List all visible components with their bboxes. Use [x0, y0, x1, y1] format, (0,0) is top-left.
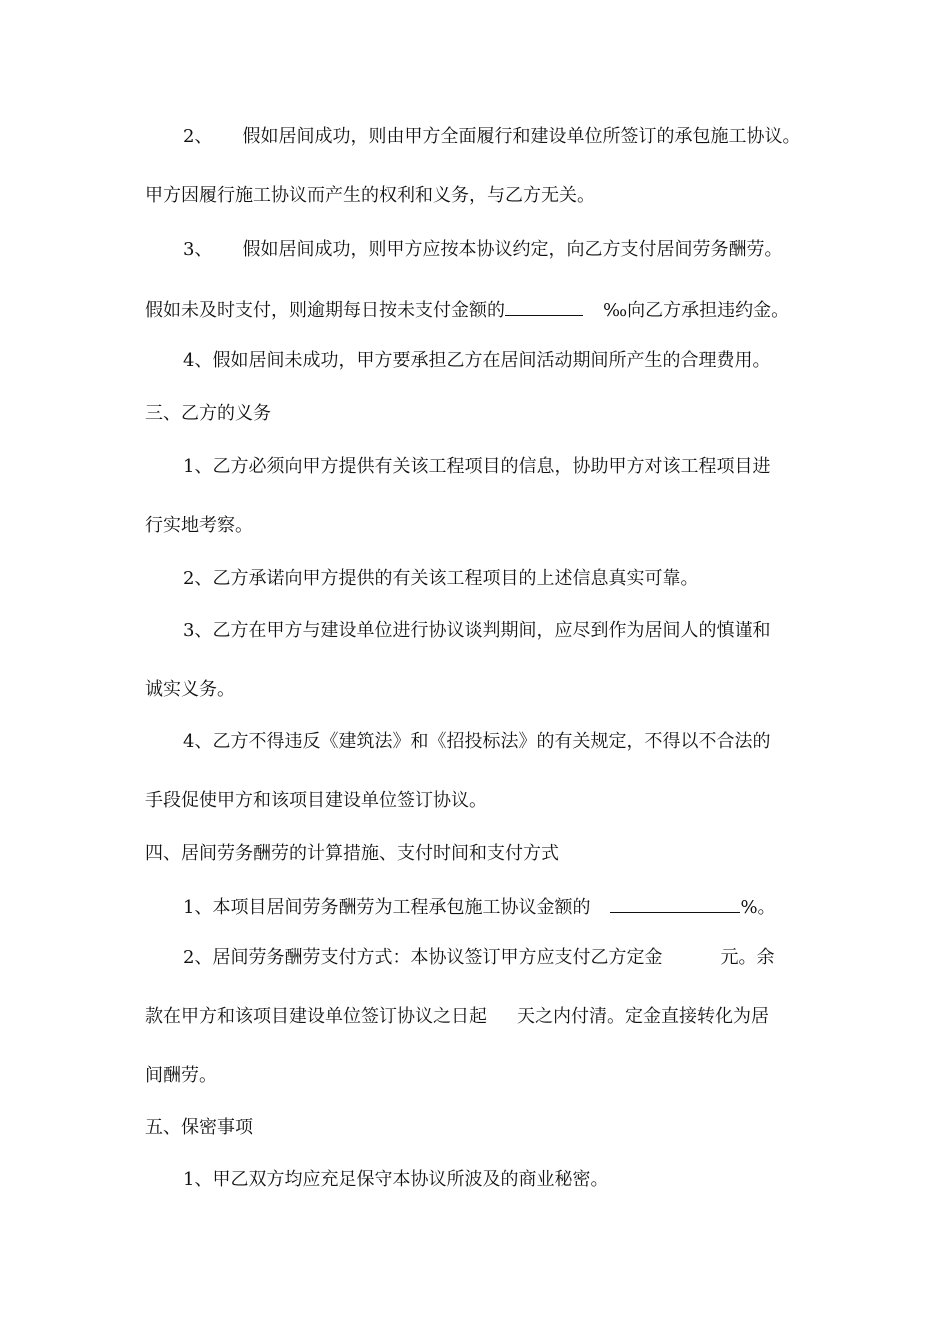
paragraph-line: 甲方因履行施工协议而产生的权利和义务，与乙方无关。	[145, 185, 595, 206]
paragraph-line: 假如未及时支付，则逾期每日按未支付金额的 ‰向乙方承担违约金。	[145, 297, 815, 323]
section-heading: 五、保密事项	[145, 1117, 253, 1138]
paragraph-line	[183, 125, 815, 149]
paragraph-line: 1、本项目居间劳务酬劳为工程承包施工协议金额的 %。	[183, 894, 815, 920]
paragraph-line: 间酬劳。	[145, 1065, 217, 1086]
paragraph-line: 4、假如居间未成功，甲方要承担乙方在居间活动期间所产生的合理费用。	[183, 350, 771, 371]
paragraph-line: 款在甲方和该项目建设单位签订协议之日起 天之内付清。定金直接转化为居	[145, 1006, 769, 1027]
blank-rate-field[interactable]	[505, 297, 583, 316]
paragraph-line: 手段促使甲方和该项目建设单位签订协议。	[145, 790, 487, 811]
paragraph-line: 2、居间劳务酬劳支付方式：本协议签订甲方应支付乙方定金 元。余	[183, 947, 775, 968]
item-number: 2、	[183, 126, 213, 147]
paragraph-line: 行实地考察。	[145, 515, 253, 536]
section-heading: 三、乙方的义务	[145, 403, 271, 424]
paragraph-line: 1、甲乙双方均应充足保守本协议所波及的商业秘密。	[183, 1169, 609, 1190]
blank-percent-field[interactable]	[610, 894, 740, 913]
item-text: 假如居间成功，则甲方应按本协议约定，向乙方支付居间劳务酬劳。	[242, 239, 783, 260]
item-number: 3、	[183, 239, 213, 260]
paragraph-line: 4、乙方不得违反《建筑法》和《招投标法》的有关规定，不得以不合法的	[183, 731, 771, 752]
item-text: 假如居间成功，则由甲方全面履行和建设单位所签订的承包施工协议。	[242, 126, 801, 147]
paragraph-line: 3、乙方在甲方与建设单位进行协议谈判期间，应尽到作为居间人的慎谨和	[183, 620, 771, 641]
paragraph-line: 诚实义务。	[145, 679, 235, 700]
paragraph-line: 2、乙方承诺向甲方提供的有关该工程项目的上述信息真实可靠。	[183, 568, 699, 589]
paragraph-line	[183, 238, 815, 262]
section-heading: 四、居间劳务酬劳的计算措施、支付时间和支付方式	[145, 843, 559, 864]
paragraph-line: 1、乙方必须向甲方提供有关该工程项目的信息，协助甲方对该工程项目进	[183, 456, 771, 477]
